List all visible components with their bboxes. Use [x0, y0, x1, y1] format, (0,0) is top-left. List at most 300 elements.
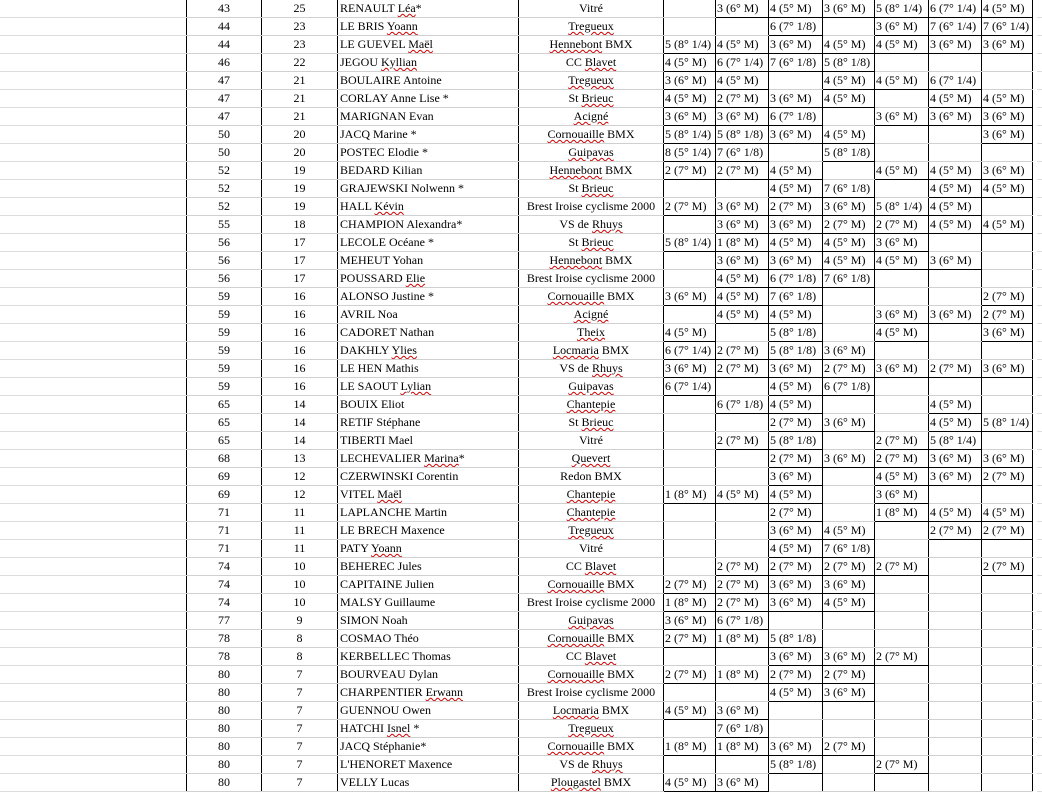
- race-result-cell: 1 (8° M): [716, 234, 769, 252]
- race-result-cell: [823, 468, 875, 486]
- table-row: [187, 666, 1033, 684]
- race-result-cell: [875, 666, 929, 684]
- race-result-cell: 1 (8° M): [664, 486, 716, 504]
- race-result-cell: 3 (6° M): [875, 18, 929, 36]
- club-cell: VS de Rhuys: [519, 756, 664, 774]
- points-cell: 16: [262, 306, 338, 324]
- spellcheck-mark: Yoann: [386, 19, 418, 33]
- table-row: [187, 198, 1033, 216]
- club-cell: Cornouaille BMX: [519, 666, 664, 684]
- race-result-cell: 2 (7° M): [664, 666, 716, 684]
- rank-cell: 65: [187, 396, 262, 414]
- race-result-cell: [823, 432, 875, 450]
- club-cell: [519, 450, 664, 468]
- race-result-cell: 4 (5° M): [716, 486, 769, 504]
- spellcheck-mark: Marina: [424, 451, 459, 465]
- race-result-cell: 4 (5° M): [716, 270, 769, 288]
- table-row: [187, 216, 1033, 234]
- race-result-cell: [823, 756, 875, 774]
- race-result-cell: [716, 648, 769, 666]
- rider-name-cell: CAPITAINE Julien: [338, 576, 519, 594]
- rider-name-cell: JACQ Marine *: [338, 126, 519, 144]
- points-cell: 16: [262, 342, 338, 360]
- race-result-cell: [664, 468, 716, 486]
- race-result-cell: [875, 522, 929, 540]
- race-result-cell: 3 (6° M): [875, 486, 929, 504]
- race-result-cell: 2 (7° M): [769, 504, 823, 522]
- race-result-cell: 6 (7° 1/8): [823, 378, 875, 396]
- race-result-cell: [769, 72, 823, 90]
- race-result-cell: 4 (5° M): [823, 594, 875, 612]
- race-result-cell: 2 (7° M): [823, 666, 875, 684]
- spellcheck-mark: Chantepie: [566, 397, 616, 411]
- race-result-cell: 3 (6° M): [823, 342, 875, 360]
- points-cell: 17: [262, 234, 338, 252]
- race-result-cell: 3 (6° M): [716, 774, 769, 792]
- club-cell: [519, 504, 664, 522]
- race-result-cell: [982, 54, 1033, 72]
- spellcheck-mark: Locmaria: [552, 703, 599, 717]
- race-result-cell: 3 (6° M): [716, 198, 769, 216]
- race-result-cell: 4 (5° M): [664, 324, 716, 342]
- race-result-cell: [664, 414, 716, 432]
- points-cell: 7: [262, 756, 338, 774]
- race-result-cell: 2 (7° M): [769, 450, 823, 468]
- table-row: [187, 306, 1033, 324]
- race-result-cell: [664, 0, 716, 18]
- club-cell: St Brieuc: [519, 414, 664, 432]
- club-cell: Locmaria BMX: [519, 702, 664, 720]
- race-result-cell: 2 (7° M): [875, 432, 929, 450]
- rider-name-cell: BEHEREC Jules: [338, 558, 519, 576]
- race-result-cell: 6 (7° 1/8): [716, 612, 769, 630]
- club-cell: Vitré: [519, 0, 664, 18]
- club-cell: Brest Iroise cyclisme 2000: [519, 198, 664, 216]
- race-result-cell: 3 (6° M): [716, 216, 769, 234]
- spellcheck-mark: Isnel: [387, 721, 411, 735]
- race-result-cell: 3 (6° M): [769, 36, 823, 54]
- club-cell: Brest Iroise cyclisme 2000: [519, 270, 664, 288]
- race-result-cell: 2 (7° M): [716, 432, 769, 450]
- race-result-cell: 2 (7° M): [982, 306, 1033, 324]
- race-result-cell: [664, 684, 716, 702]
- table-row: [187, 756, 1033, 774]
- race-result-cell: [982, 432, 1033, 450]
- rider-name-cell: POUSSARD Elie: [338, 270, 519, 288]
- points-cell: 11: [262, 540, 338, 558]
- club-cell: [519, 18, 664, 36]
- race-result-cell: [982, 702, 1033, 720]
- race-result-cell: 2 (7° M): [982, 558, 1033, 576]
- rank-cell: 74: [187, 594, 262, 612]
- race-result-cell: [929, 756, 982, 774]
- spellcheck-mark: Maël: [408, 37, 433, 51]
- race-result-cell: 6 (7° 1/8): [769, 108, 823, 126]
- race-result-cell: 2 (7° M): [716, 342, 769, 360]
- rider-name-cell: LE GUEVEL Maël: [338, 36, 519, 54]
- race-result-cell: [982, 144, 1033, 162]
- table-row: [187, 450, 1033, 468]
- points-cell: 17: [262, 270, 338, 288]
- race-result-cell: 3 (6° M): [982, 360, 1033, 378]
- race-result-cell: [929, 684, 982, 702]
- rank-cell: 71: [187, 504, 262, 522]
- race-result-cell: [982, 612, 1033, 630]
- race-result-cell: 6 (7° 1/4): [716, 54, 769, 72]
- table-row: [187, 126, 1033, 144]
- rank-cell: 65: [187, 414, 262, 432]
- club-cell: Cornouaille BMX: [519, 576, 664, 594]
- race-result-cell: 2 (7° M): [769, 558, 823, 576]
- rider-name-cell: VITEL Maël: [338, 486, 519, 504]
- race-result-cell: [664, 18, 716, 36]
- rider-name-cell: PATY Yoann: [338, 540, 519, 558]
- race-result-cell: [929, 270, 982, 288]
- points-cell: 8: [262, 630, 338, 648]
- race-result-cell: 3 (6° M): [823, 450, 875, 468]
- spellcheck-mark: Guipavas: [568, 379, 614, 393]
- race-result-cell: [982, 270, 1033, 288]
- table-row: [187, 558, 1033, 576]
- race-result-cell: 5 (8° 1/8): [769, 432, 823, 450]
- club-cell: CC Blavet: [519, 558, 664, 576]
- points-cell: 18: [262, 216, 338, 234]
- rider-name-cell: BOUIX Eliot: [338, 396, 519, 414]
- spellcheck-mark: Cornouaille: [547, 127, 605, 141]
- club-cell: [519, 486, 664, 504]
- rider-name-cell: JEGOU Kyllian: [338, 54, 519, 72]
- race-result-cell: 4 (5° M): [823, 36, 875, 54]
- points-cell: 10: [262, 558, 338, 576]
- race-result-cell: [716, 684, 769, 702]
- race-result-cell: 7 (6° 1/8): [716, 720, 769, 738]
- rider-name-cell: COSMAO Théo: [338, 630, 519, 648]
- race-result-cell: 4 (5° M): [823, 72, 875, 90]
- race-result-cell: [875, 180, 929, 198]
- rider-name-cell: POSTEC Elodie *: [338, 144, 519, 162]
- table-row: [187, 18, 1033, 36]
- race-result-cell: 2 (7° M): [823, 558, 875, 576]
- race-result-cell: [823, 720, 875, 738]
- race-result-cell: 4 (5° M): [769, 180, 823, 198]
- race-result-cell: [664, 180, 716, 198]
- table-row: [187, 630, 1033, 648]
- race-result-cell: [823, 288, 875, 306]
- race-result-cell: 3 (6° M): [875, 306, 929, 324]
- race-result-cell: 5 (8° 1/8): [769, 324, 823, 342]
- club-cell: Hennebont BMX: [519, 252, 664, 270]
- race-result-cell: [929, 378, 982, 396]
- rank-cell: 80: [187, 774, 262, 792]
- race-result-cell: 2 (7° M): [664, 576, 716, 594]
- race-result-cell: 4 (5° M): [823, 90, 875, 108]
- race-result-cell: 3 (6° M): [929, 468, 982, 486]
- race-result-cell: [875, 54, 929, 72]
- race-result-cell: [875, 396, 929, 414]
- rider-name-cell: MARIGNAN Evan: [338, 108, 519, 126]
- race-result-cell: [823, 504, 875, 522]
- race-result-cell: [929, 774, 982, 792]
- club-cell: Brest Iroise cyclisme 2000: [519, 684, 664, 702]
- race-result-cell: 2 (7° M): [823, 216, 875, 234]
- race-result-cell: 3 (6° M): [823, 198, 875, 216]
- rank-cell: 78: [187, 630, 262, 648]
- race-result-cell: 3 (6° M): [769, 648, 823, 666]
- race-result-cell: 7 (6° 1/4): [929, 18, 982, 36]
- race-result-cell: 3 (6° M): [875, 360, 929, 378]
- race-result-cell: [823, 630, 875, 648]
- spellcheck-mark: Acigné: [573, 307, 609, 321]
- points-cell: 14: [262, 432, 338, 450]
- race-result-cell: [929, 594, 982, 612]
- rank-cell: 43: [187, 0, 262, 18]
- sheet-grid-left: [0, 0, 186, 794]
- race-result-cell: 4 (5° M): [769, 378, 823, 396]
- race-result-cell: [664, 720, 716, 738]
- rank-cell: 55: [187, 216, 262, 234]
- race-result-cell: [929, 126, 982, 144]
- race-result-cell: 2 (7° M): [769, 198, 823, 216]
- table-row: [187, 180, 1033, 198]
- table-row: [187, 648, 1033, 666]
- race-result-cell: 3 (6° M): [769, 522, 823, 540]
- race-result-cell: [664, 504, 716, 522]
- race-result-cell: 2 (7° M): [929, 522, 982, 540]
- race-result-cell: [982, 342, 1033, 360]
- race-result-cell: 2 (7° M): [875, 216, 929, 234]
- race-result-cell: 4 (5° M): [769, 486, 823, 504]
- rider-name-cell: LECHEVALIER Marina*: [338, 450, 519, 468]
- race-result-cell: [929, 576, 982, 594]
- race-result-cell: 4 (5° M): [769, 306, 823, 324]
- race-result-cell: 3 (6° M): [769, 594, 823, 612]
- rank-cell: 47: [187, 72, 262, 90]
- club-cell: [519, 324, 664, 342]
- spellcheck-mark: Kévin: [374, 199, 404, 213]
- rank-cell: 44: [187, 36, 262, 54]
- race-result-cell: 4 (5° M): [664, 702, 716, 720]
- race-result-cell: [823, 324, 875, 342]
- race-result-cell: 4 (5° M): [929, 414, 982, 432]
- race-result-cell: 4 (5° M): [982, 90, 1033, 108]
- race-result-cell: [929, 324, 982, 342]
- race-result-cell: [664, 216, 716, 234]
- race-result-cell: 2 (7° M): [716, 558, 769, 576]
- club-cell: Vitré: [519, 540, 664, 558]
- race-result-cell: [929, 702, 982, 720]
- points-cell: 19: [262, 180, 338, 198]
- race-result-cell: [664, 450, 716, 468]
- race-result-cell: 3 (6° M): [982, 108, 1033, 126]
- race-result-cell: [875, 576, 929, 594]
- race-result-cell: [875, 288, 929, 306]
- rank-cell: 46: [187, 54, 262, 72]
- race-result-cell: 3 (6° M): [769, 576, 823, 594]
- points-cell: 12: [262, 486, 338, 504]
- spellcheck-mark: Tregueux: [568, 19, 614, 33]
- table-row: [187, 108, 1033, 126]
- table-row: [187, 432, 1033, 450]
- race-result-cell: [982, 594, 1033, 612]
- rank-cell: 44: [187, 18, 262, 36]
- race-result-cell: 3 (6° M): [664, 72, 716, 90]
- race-result-cell: [875, 720, 929, 738]
- spellcheck-mark: Cornouaille: [547, 667, 605, 681]
- rider-name-cell: L'HENORET Maxence: [338, 756, 519, 774]
- race-result-cell: 1 (8° M): [716, 738, 769, 756]
- race-result-cell: 3 (6° M): [929, 36, 982, 54]
- points-cell: 9: [262, 612, 338, 630]
- points-cell: 7: [262, 738, 338, 756]
- race-result-cell: 4 (5° M): [823, 234, 875, 252]
- points-cell: 7: [262, 702, 338, 720]
- spellcheck-mark: Blavet: [584, 55, 617, 69]
- table-row: [187, 738, 1033, 756]
- club-cell: [519, 306, 664, 324]
- standings-rows: [187, 0, 1033, 792]
- rider-name-cell: CHARPENTIER Erwann: [338, 684, 519, 702]
- race-result-cell: 5 (8° 1/4): [929, 432, 982, 450]
- table-row: [187, 36, 1033, 54]
- table-row: [187, 576, 1033, 594]
- race-result-cell: [929, 558, 982, 576]
- race-result-cell: 3 (6° M): [769, 216, 823, 234]
- spellcheck-mark: Guipavas: [568, 613, 614, 627]
- race-result-cell: [823, 108, 875, 126]
- race-result-cell: 4 (5° M): [769, 0, 823, 18]
- race-result-cell: 2 (7° M): [664, 198, 716, 216]
- spellcheck-mark: Cornouaille: [547, 577, 605, 591]
- spellcheck-mark: Tregueux: [568, 721, 614, 735]
- race-result-cell: [982, 540, 1033, 558]
- table-row: [187, 486, 1033, 504]
- table-row: [187, 396, 1033, 414]
- race-result-cell: 5 (8° 1/8): [823, 144, 875, 162]
- rank-cell: 56: [187, 252, 262, 270]
- table-row: [187, 270, 1033, 288]
- rider-name-cell: HATCHI Isnel *: [338, 720, 519, 738]
- table-row: [187, 162, 1033, 180]
- points-cell: 7: [262, 720, 338, 738]
- race-result-cell: [982, 720, 1033, 738]
- club-cell: Cornouaille BMX: [519, 630, 664, 648]
- race-result-cell: [769, 720, 823, 738]
- rank-cell: 59: [187, 324, 262, 342]
- race-result-cell: 3 (6° M): [929, 108, 982, 126]
- table-row: [187, 234, 1033, 252]
- rank-cell: 50: [187, 126, 262, 144]
- rank-cell: 69: [187, 486, 262, 504]
- race-result-cell: [769, 702, 823, 720]
- race-result-cell: [875, 342, 929, 360]
- race-result-cell: [664, 648, 716, 666]
- race-result-cell: 8 (5° 1/4): [664, 144, 716, 162]
- race-result-cell: [664, 522, 716, 540]
- race-result-cell: 2 (7° M): [716, 90, 769, 108]
- race-result-cell: 6 (7° 1/8): [716, 396, 769, 414]
- club-cell: Plougastel BMX: [519, 774, 664, 792]
- race-result-cell: [716, 468, 769, 486]
- race-result-cell: [929, 720, 982, 738]
- race-result-cell: [664, 756, 716, 774]
- race-result-cell: 7 (6° 1/8): [716, 144, 769, 162]
- spellcheck-mark: Cornouaille: [547, 631, 605, 645]
- spellcheck-mark: Hennebont: [549, 163, 603, 177]
- race-result-cell: [875, 684, 929, 702]
- race-result-cell: [982, 396, 1033, 414]
- spellcheck-mark: Brieuc: [581, 235, 614, 249]
- race-result-cell: 2 (7° M): [982, 522, 1033, 540]
- table-row: [187, 54, 1033, 72]
- club-cell: Hennebont BMX: [519, 162, 664, 180]
- race-result-cell: 4 (5° M): [929, 162, 982, 180]
- race-result-cell: 2 (7° M): [823, 738, 875, 756]
- spellcheck-mark: Locmaria: [552, 343, 599, 357]
- race-result-cell: 3 (6° M): [769, 360, 823, 378]
- race-result-cell: 7 (6° 1/8): [769, 54, 823, 72]
- race-result-cell: 3 (6° M): [769, 468, 823, 486]
- spellcheck-mark: Acigné: [573, 109, 609, 123]
- race-result-cell: 2 (7° M): [664, 630, 716, 648]
- club-cell: Vitré: [519, 432, 664, 450]
- race-result-cell: 4 (5° M): [716, 72, 769, 90]
- points-cell: 14: [262, 396, 338, 414]
- race-result-cell: [982, 630, 1033, 648]
- race-result-cell: 2 (7° M): [716, 576, 769, 594]
- race-result-cell: 3 (6° M): [823, 414, 875, 432]
- club-cell: [519, 108, 664, 126]
- rider-name-cell: CORLAY Anne Lise *: [338, 90, 519, 108]
- race-result-cell: 4 (5° M): [929, 180, 982, 198]
- race-result-cell: [982, 576, 1033, 594]
- race-result-cell: 2 (7° M): [769, 414, 823, 432]
- race-result-cell: 4 (5° M): [769, 234, 823, 252]
- club-cell: [519, 396, 664, 414]
- race-result-cell: 4 (5° M): [982, 0, 1033, 18]
- race-result-cell: 5 (8° 1/4): [875, 198, 929, 216]
- race-result-cell: [875, 774, 929, 792]
- rider-name-cell: VELLY Lucas: [338, 774, 519, 792]
- race-result-cell: [875, 126, 929, 144]
- race-result-cell: 3 (6° M): [982, 126, 1033, 144]
- race-result-cell: 4 (5° M): [875, 36, 929, 54]
- race-result-cell: 2 (7° M): [823, 360, 875, 378]
- race-result-cell: 6 (7° 1/4): [664, 378, 716, 396]
- table-row: [187, 720, 1033, 738]
- club-cell: [519, 72, 664, 90]
- rider-name-cell: MEHEUT Yohan: [338, 252, 519, 270]
- rider-name-cell: SIMON Noah: [338, 612, 519, 630]
- club-cell: CC Blavet: [519, 648, 664, 666]
- race-result-cell: [929, 738, 982, 756]
- race-result-cell: [875, 702, 929, 720]
- race-result-cell: [929, 54, 982, 72]
- race-result-cell: [823, 486, 875, 504]
- rank-cell: 52: [187, 180, 262, 198]
- race-result-cell: [929, 540, 982, 558]
- race-result-cell: 4 (5° M): [769, 162, 823, 180]
- race-result-cell: 3 (6° M): [875, 108, 929, 126]
- rank-cell: 52: [187, 198, 262, 216]
- spellcheck-mark: Yoann: [371, 541, 402, 555]
- race-result-cell: 6 (7° 1/4): [929, 0, 982, 18]
- race-result-cell: [982, 684, 1033, 702]
- table-row: [187, 702, 1033, 720]
- race-result-cell: 2 (7° M): [716, 594, 769, 612]
- race-result-cell: 5 (8° 1/4): [982, 414, 1033, 432]
- race-result-cell: [929, 342, 982, 360]
- race-result-cell: 3 (6° M): [982, 450, 1033, 468]
